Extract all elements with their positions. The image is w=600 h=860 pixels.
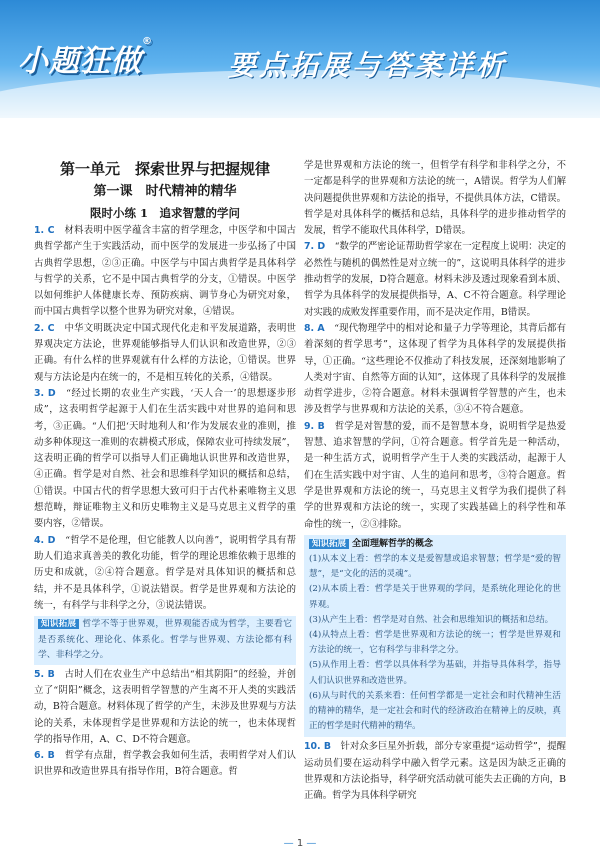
page-header [0,0,600,118]
knowledge-headline: 全面理解哲学的概念 [352,538,434,549]
answer-number: 6. B [34,750,55,762]
answer-text: “经过长期的农业生产实践，‘天人合一’的思想逐步形成”，这表明哲学起源于人们在生活实践中对世界的追问和思考，③正确。“人们把‘天时地利人和’作为发展农业的准则，推动多种体现这一准则的农耕模式形成，保障农业可持续发展”，这表明正确的哲学可以指导人们正确地认识世界和改造世界，④正确。哲学是对自然、社会和思维科学知识的概括和总结，①错误。中国古代的哲学思想大致可归于古代朴素唯物主义思想范畴，辩证唯物主义和历史唯物主义是马克思主义哲学的重要内容，②错误。 [34,387,296,530]
answer-number: 8. A [304,322,325,334]
answer-item [304,419,566,533]
answer-number: 2. C [34,322,55,334]
left-column [34,154,296,781]
answer-number: 1. C [34,225,55,236]
knowledge-tag: 知识拓展 [309,539,349,549]
answer-item [304,239,566,320]
answer-number: 9. B [304,420,325,432]
answer-text: “哲学不是伦理，但它能教人以向善”，说明哲学具有帮助人们追求真善美的教化功能，哲学的理论思维依赖于思维的历史和成就，②④符合题意。哲学是对具体知识的概括和总结，并不是具体科学，①说法错误。哲学是世界观和方法论的统一，有科学与非科学之分，③说法错误。 [34,534,296,611]
knowledge-point: (5)从作用上看：哲学以具体科学为基础，并指导具体科学，指导人们认识世界和改造世界。 [309,660,561,686]
knowledge-box-concept [304,535,566,738]
brand-text: 小题狂做 [18,44,142,79]
answer-number: 3. D [34,387,56,399]
answer-item [34,321,296,386]
answer-text: 哲学是对智慧的爱，而不是智慧本身，说明哲学是热爱智慧、追求智慧的学问，①符合题意。哲学首先是一种活动，是一种生活方式，说明哲学产生于人类的实践活动，起源于人们在生活实践中对宇宙、人生的追问和思考，③符合题意。哲学是世界观和方法论的统一，马克思主义哲学为我们提供了科学的世界观和方法论的统一，实现了实践基础上的科学性和革命性的统一，②③排除。 [304,420,566,530]
knowledge-point: (3)从产生上看：哲学是对自然、社会和思维知识的概括和总结。 [309,614,554,625]
answer-text: 哲学有点甜，哲学教会我如何生活，表明哲学对人们认识世界和改造世界具有指导作用，B符合题意。哲 [34,750,296,778]
answer-continuation [304,158,566,239]
lesson-title: 第一课 时代精神的精华 [93,184,237,199]
answer-item [34,533,296,614]
knowledge-point: (1)从本义上看：哲学的本义是爱智慧或追求智慧；哲学是“爱的智慧”，是“文化的活的灵魂”。 [309,554,561,580]
answer-item [304,739,566,804]
answer-number: 7. D [304,241,326,253]
answer-item [34,386,296,533]
answer-text: 针对众多巨星外折载，部分专家重提“运动哲学”，提醒运动员们要在运动科学中融入哲学元素。这是因为缺乏正确的世界观和方法论指导，科学研究活动就可能失去正确的方向，B正确。哲学为具体科学研究 [304,741,566,802]
header-title: 要点拓展与答案详析 [228,49,508,82]
knowledge-tag: 知识拓展 [38,619,79,629]
knowledge-box [34,616,296,665]
right-column [304,158,566,805]
answer-text: 材料表明中医学蕴含丰富的哲学理念，中医学和中国古典哲学都产生于实践活动，而中医学的发展进一步弘扬了中国古典哲学思想，②③正确。中医学与中国古典哲学是具体科学与哲学的关系，它不是中国古典哲学的分支，①错误。中医学以如何维护人体健康长寿、预防疾病、调节身心为研究对象，而中国古典哲学以整个世界为研究对象，④错误。 [34,225,296,318]
answer-item [34,748,296,781]
answer-text: “现代物理学中的相对论和量子力学等理论，其背后都有着深刻的哲学思考”，这体现了哲学为具体科学的发展提供指导，①正确。“这些理论不仅推动了科技发展，还深刻地影响了人类对宇宙、自然等方面的认知”，这体现了具体科学的发展推动哲学进步，②符合题意。材料未强调哲学智慧的产生，也未涉及哲学与世界观和方法论的关系，③④不符合题意。 [304,322,566,416]
answer-number: 5. B [34,668,55,680]
answer-text: 中华文明既决定中国式现代化走和平发展道路，表明世界观决定方法论，世界观能够指导人们认识和改造世界，②③正确。有什么样的世界观就有什么样的方法论，①错误。世界观与方法论是内在统一的，不是相互转化的关系，④错误。 [34,322,296,383]
page-number-value: 1 [296,838,304,849]
answer-item [34,223,296,321]
knowledge-point: (4)从特点上看：哲学是世界观和方法论的统一；哲学是世界观和方法论的统一，它有科学与非科学之分。 [309,630,561,656]
knowledge-text: 哲学不等于世界观，世界观能否成为哲学，主要看它是否系统化、理论化、体系化。哲学与世界观、方法论都有科学、非科学之分。 [38,619,292,661]
registered-mark: ® [142,36,153,47]
brand-logo [18,36,153,80]
knowledge-point: (2)从本质上看：哲学是关于世界观的学问，是系统化理论化的世界观。 [309,584,561,610]
answer-item [304,321,566,419]
answer-text: 古时人们在农业生产中总结出“相其阴阳”的经验，并创立了“阴阳”概念，这表明哲学智慧的产生离不开人类的实践活动，B符合题意。材料体现了哲学的产生，未涉及世界观与方法论的关系，未体现哲学是世界观和方法论的统一，也未体现哲学的指导作用，A、C、D不符合题意。 [34,668,296,745]
answer-number: 10. B [304,741,332,753]
answer-text: “数学的严密论证帮助哲学家在一定程度上说明：决定的必然性与随机的偶然性是对立统一的”，这说明具体科学的进步推动哲学的发展，D符合题意。材料未涉及透过现象看到本质、哲学为具体科学的发展提供指导，A、C不符合题意。科学理论对实践的成败发挥重要作用，而不是决定作用，B错误。 [304,241,566,318]
unit-title: 第一单元 探索世界与把握规律 [59,160,270,178]
page-number: — 1 — [283,838,317,849]
section-title: 限时小练 1 追求智慧的学问 [89,206,240,220]
knowledge-point: (6)从与时代的关系来看：任何哲学都是一定社会和时代精神生活的精神的精华，是一定社会和时代的经济政治在精神上的反映，真正的哲学是时代精神的精华。 [309,690,561,732]
answer-item [34,667,296,748]
answer-number: 4. D [34,534,56,546]
answer-text: 学是世界观和方法论的统一，但哲学有科学和非科学之分，不一定都是科学的世界观和方法论的统一，A错误。哲学为人们解决问题提供世界观和方法论的指导，不提供具体方法，C错误。哲学是对具体科学的概括和总结，具体科学的进步推动哲学的发展，哲学不能取代具体科学，D错误。 [304,160,566,237]
